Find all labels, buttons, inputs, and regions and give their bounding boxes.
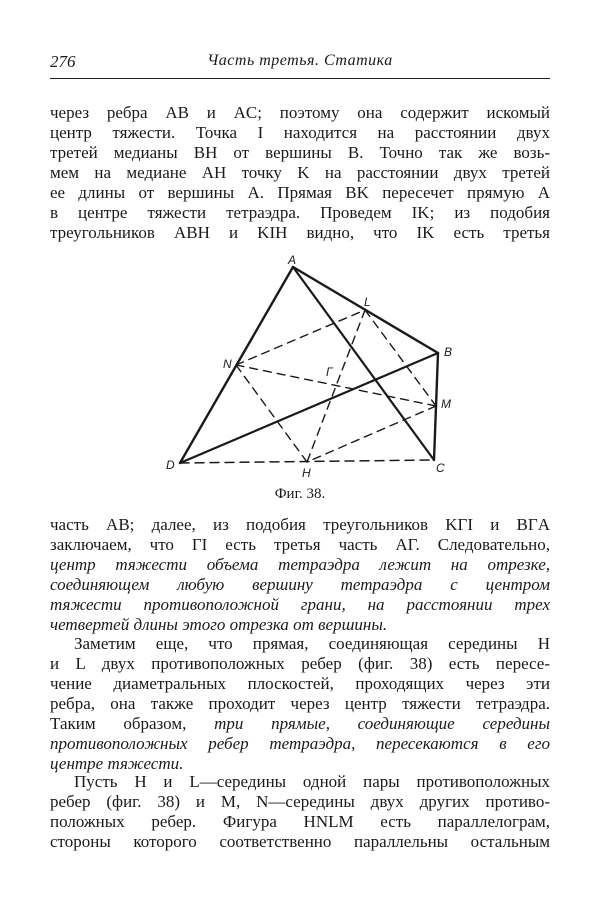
label-A: A: [288, 253, 297, 267]
mixed-text-line: [50, 714, 550, 734]
italic-text-line: соединяющем любую вершину тетраэдра с центром: [50, 575, 550, 594]
italic-text-line: центр тяжести объема тетраэдра лежит на отрезке,: [50, 555, 550, 574]
running-title: Часть третья. Статика: [207, 52, 393, 69]
paragraph-2: [50, 515, 550, 635]
tetrahedron-diagram: [160, 250, 470, 490]
text-line: чение диаметральных плоскостей, проходящих через эти: [50, 674, 550, 693]
label-M: M: [441, 397, 451, 411]
page-number: 276: [50, 52, 76, 71]
text-line: положных ребер. Фигура HNLM есть параллелограм,: [50, 812, 550, 831]
label-G: Г: [326, 365, 333, 379]
text-line: в центре тяжести тетраэдра. Проведем IK; из подобия: [50, 203, 550, 222]
label-C: C: [436, 461, 445, 475]
text-span: Таким образом,: [50, 714, 187, 733]
label-N: N: [223, 357, 232, 371]
text-line: центр тяжести. Точка I находится на расстоянии двух: [50, 123, 550, 142]
text-line: заключаем, что ГI есть третья часть AГ. Следовательно,: [50, 535, 550, 554]
segment-MH: [307, 406, 436, 462]
label-B: B: [444, 345, 453, 359]
label-L: L: [364, 295, 371, 309]
header-rule: [50, 78, 550, 79]
figure-38: [160, 250, 470, 490]
text-line: ее длины от вершины A. Прямая BK пересечет прямую A: [50, 183, 550, 202]
text-line: часть AB; далее, из подобия треугольников KГI и BГA: [50, 515, 550, 534]
text-line: ребер (фиг. 38) и M, N—середины двух других противо-: [50, 792, 550, 811]
paragraph-3: [50, 634, 550, 774]
text-line: третей медианы BH от вершины B. Точно так же возь-: [50, 143, 550, 162]
text-line: через ребра AB и AC; поэтому она содержит искомый: [50, 103, 550, 122]
text-line: мем на медиане AH точку K на расстоянии двух третей: [50, 163, 550, 182]
text-line: и L двух противоположных ребер (фиг. 38) есть пересе-: [50, 654, 550, 673]
text-line: треугольников ABH и KIH видно, что IK есть третья: [50, 223, 550, 242]
label-H: H: [302, 466, 311, 480]
figure-caption: Фиг. 38.: [274, 486, 326, 502]
italic-text-line: тяжести противоположной грани, на расстоянии трех: [50, 595, 550, 614]
text-line: ребра, она также проходит через центр тяжести тетраэдра.: [50, 694, 550, 713]
italic-text-line: центре тяжести.: [50, 754, 184, 773]
italic-span: три прямые, соединяющие середины: [214, 714, 550, 733]
italic-text-line: противоположных ребер тетраэдра, пересекаются в его: [50, 734, 550, 753]
page-header: [50, 52, 550, 76]
edge-DB: [180, 353, 438, 463]
text-line: стороны которого соответственно параллельны остальным: [50, 832, 550, 851]
paragraph-1: [50, 103, 550, 243]
segment-NM: [236, 365, 436, 406]
label-D: D: [166, 458, 175, 472]
paragraph-4: [50, 772, 550, 852]
italic-text-line: четвертей длины этого отрезка от вершины.: [50, 615, 388, 634]
text-line: Пусть H и L—середины одной пары противоположных: [74, 772, 550, 791]
text-line: Заметим еще, что прямая, соединяющая середины H: [74, 634, 550, 653]
